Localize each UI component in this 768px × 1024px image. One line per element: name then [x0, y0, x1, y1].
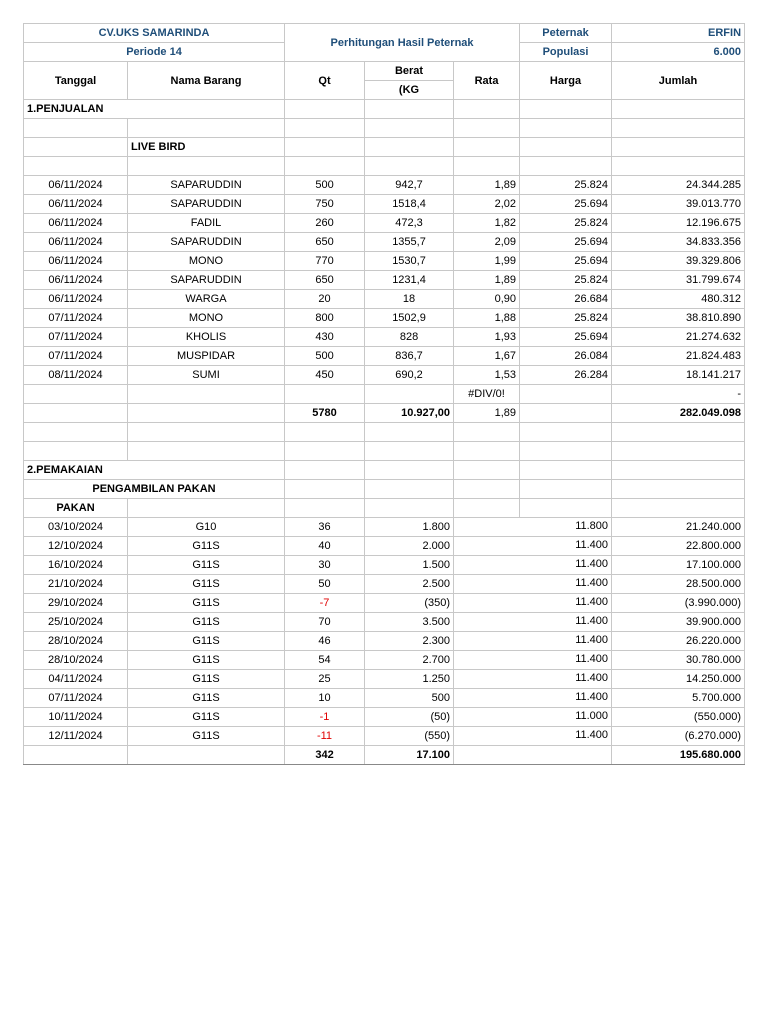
- empty-cell: [612, 423, 745, 442]
- sale-weight: 472,3: [365, 214, 454, 233]
- sale-date: 06/11/2024: [24, 233, 128, 252]
- table-row: [24, 518, 745, 537]
- sale-amount: 34.833.356: [612, 233, 745, 252]
- sale-date: 06/11/2024: [24, 290, 128, 309]
- col-qt: Qt: [285, 62, 365, 100]
- sale-price: 25.694: [520, 252, 612, 271]
- feed-qty: 54: [285, 651, 365, 670]
- report-title: Perhitungan Hasil Peternak: [285, 24, 520, 62]
- sale-amount: 480.312: [612, 290, 745, 309]
- feed-amount: 17.100.000: [612, 556, 745, 575]
- sale-buyer: SAPARUDDIN: [128, 176, 285, 195]
- feed-type: G11S: [128, 632, 285, 651]
- table-row: [24, 404, 745, 423]
- empty-cell: [454, 746, 612, 765]
- sale-qty: 500: [285, 347, 365, 366]
- sale-average: 1,53: [454, 366, 520, 385]
- empty-cell: [128, 423, 285, 442]
- sale-qty: 260: [285, 214, 365, 233]
- empty-cell: [454, 461, 520, 480]
- sale-price: 25.824: [520, 214, 612, 233]
- sale-date: 06/11/2024: [24, 271, 128, 290]
- feed-price: 11.400: [454, 594, 612, 613]
- sale-total-weight: 10.927,00: [365, 404, 454, 423]
- feed-price: 11.400: [454, 670, 612, 689]
- col-nama-barang: Nama Barang: [128, 62, 285, 100]
- feed-price: 11.400: [454, 727, 612, 746]
- sale-buyer: SAPARUDDIN: [128, 271, 285, 290]
- empty-cell: [24, 442, 128, 461]
- feed-weight: 500: [365, 689, 454, 708]
- empty-cell: [454, 157, 520, 176]
- table-row: [24, 651, 745, 670]
- sale-average: 1,99: [454, 252, 520, 271]
- table-row: [24, 575, 745, 594]
- section-penjualan: 1.PENJUALAN: [24, 100, 285, 119]
- feed-type: G11S: [128, 689, 285, 708]
- table-row: [24, 347, 745, 366]
- sale-qty: 430: [285, 328, 365, 347]
- empty-cell: [24, 423, 128, 442]
- feed-qty: 50: [285, 575, 365, 594]
- sale-amount: 21.274.632: [612, 328, 745, 347]
- empty-cell: [520, 385, 612, 404]
- sale-average: 2,02: [454, 195, 520, 214]
- sale-total-qty: 5780: [285, 404, 365, 423]
- header-row-1: [24, 24, 745, 43]
- empty-cell: [612, 480, 745, 499]
- blank-row: [24, 119, 745, 138]
- empty-cell: [285, 119, 365, 138]
- feed-date: 12/11/2024: [24, 727, 128, 746]
- empty-cell: [285, 442, 365, 461]
- table-row: [24, 689, 745, 708]
- feed-date: 25/10/2024: [24, 613, 128, 632]
- feed-qty: 40: [285, 537, 365, 556]
- sale-qty: 770: [285, 252, 365, 271]
- sale-weight: 836,7: [365, 347, 454, 366]
- sale-price: 25.824: [520, 271, 612, 290]
- empty-cell: [365, 423, 454, 442]
- feed-amount: 5.700.000: [612, 689, 745, 708]
- sale-qty: 20: [285, 290, 365, 309]
- empty-cell: [128, 385, 285, 404]
- empty-cell: [520, 442, 612, 461]
- empty-cell: [454, 480, 520, 499]
- empty-cell: [285, 480, 365, 499]
- sale-weight: 690,2: [365, 366, 454, 385]
- feed-type: G11S: [128, 651, 285, 670]
- empty-cell: [612, 461, 745, 480]
- feed-weight: 3.500: [365, 613, 454, 632]
- col-berat-top: Berat: [365, 62, 454, 81]
- sale-average: 1,67: [454, 347, 520, 366]
- sale-amount: 31.799.674: [612, 271, 745, 290]
- empty-cell: [454, 119, 520, 138]
- feed-amount: 26.220.000: [612, 632, 745, 651]
- feed-date: 28/10/2024: [24, 651, 128, 670]
- empty-cell: [612, 499, 745, 518]
- empty-cell: [520, 157, 612, 176]
- blank-row: [24, 442, 745, 461]
- sale-qty: 500: [285, 176, 365, 195]
- sale-price: 25.824: [520, 176, 612, 195]
- feed-weight: 2.000: [365, 537, 454, 556]
- feed-price: 11.400: [454, 651, 612, 670]
- sale-average: 1,89: [454, 176, 520, 195]
- sub-pengambilan-pakan: PENGAMBILAN PAKAN: [24, 480, 285, 499]
- table-row: [24, 385, 745, 404]
- feed-amount: 39.900.000: [612, 613, 745, 632]
- spreadsheet-table: [23, 23, 745, 765]
- sub-livebird-row: [24, 138, 745, 157]
- col-harga: Harga: [520, 62, 612, 100]
- empty-cell: [612, 157, 745, 176]
- section-pemakaian-row: [24, 461, 745, 480]
- sale-average: 1,89: [454, 271, 520, 290]
- sale-date: 06/11/2024: [24, 252, 128, 271]
- table-row: [24, 670, 745, 689]
- sale-average: 0,90: [454, 290, 520, 309]
- feed-amount: 22.800.000: [612, 537, 745, 556]
- empty-cell: [454, 100, 520, 119]
- table-row: [24, 537, 745, 556]
- sale-date: 07/11/2024: [24, 328, 128, 347]
- blank-row: [24, 157, 745, 176]
- feed-price: 11.400: [454, 632, 612, 651]
- sale-weight: 1355,7: [365, 233, 454, 252]
- empty-cell: [285, 157, 365, 176]
- feed-amount: 30.780.000: [612, 651, 745, 670]
- feed-qty: 30: [285, 556, 365, 575]
- sale-qty: 450: [285, 366, 365, 385]
- empty-cell: [520, 499, 612, 518]
- sale-buyer: WARGA: [128, 290, 285, 309]
- feed-weight: 1.250: [365, 670, 454, 689]
- table-row: [24, 176, 745, 195]
- feed-type: G11S: [128, 727, 285, 746]
- table-row: [24, 632, 745, 651]
- sale-price: 26.284: [520, 366, 612, 385]
- empty-cell: [128, 499, 285, 518]
- empty-cell: [365, 499, 454, 518]
- sale-date: 07/11/2024: [24, 347, 128, 366]
- feed-qty: 70: [285, 613, 365, 632]
- column-header-row-1: [24, 62, 745, 81]
- sale-price: 25.694: [520, 328, 612, 347]
- feed-qty: 10: [285, 689, 365, 708]
- feed-type: G11S: [128, 575, 285, 594]
- sale-price: 26.084: [520, 347, 612, 366]
- sale-amount: 38.810.890: [612, 309, 745, 328]
- sale-weight: 1231,4: [365, 271, 454, 290]
- sub-pakan-row: [24, 499, 745, 518]
- sale-qty: 800: [285, 309, 365, 328]
- empty-cell: [454, 423, 520, 442]
- empty-cell: [128, 442, 285, 461]
- feed-price: 11.400: [454, 689, 612, 708]
- col-tanggal: Tanggal: [24, 62, 128, 100]
- sale-price: 25.824: [520, 309, 612, 328]
- empty-cell: [365, 119, 454, 138]
- empty-cell: [128, 119, 285, 138]
- sale-date: 07/11/2024: [24, 309, 128, 328]
- empty-cell: [285, 138, 365, 157]
- feed-date: 07/11/2024: [24, 689, 128, 708]
- feed-price: 11.400: [454, 575, 612, 594]
- populasi-label: Populasi: [520, 43, 612, 62]
- feed-weight: (350): [365, 594, 454, 613]
- feed-total-amount: 195.680.000: [612, 746, 745, 765]
- feed-price: 11.800: [454, 518, 612, 537]
- feed-date: 29/10/2024: [24, 594, 128, 613]
- empty-cell: [454, 138, 520, 157]
- sale-weight: 1502,9: [365, 309, 454, 328]
- empty-cell: [365, 461, 454, 480]
- feed-type: G10: [128, 518, 285, 537]
- sale-weight: 1530,7: [365, 252, 454, 271]
- feed-type: G11S: [128, 613, 285, 632]
- empty-cell: [285, 423, 365, 442]
- empty-cell: [365, 157, 454, 176]
- empty-cell: [365, 480, 454, 499]
- empty-cell: [520, 138, 612, 157]
- feed-qty: -1: [285, 708, 365, 727]
- sale-amount: 18.141.217: [612, 366, 745, 385]
- empty-cell: [128, 746, 285, 765]
- empty-cell: [285, 461, 365, 480]
- sale-average: 1,93: [454, 328, 520, 347]
- feed-qty: 46: [285, 632, 365, 651]
- feed-type: G11S: [128, 594, 285, 613]
- sale-buyer: MONO: [128, 309, 285, 328]
- sub-pengambilan-row: [24, 480, 745, 499]
- sub-pakan: PAKAN: [24, 499, 128, 518]
- feed-weight: 1.800: [365, 518, 454, 537]
- empty-cell: [24, 138, 128, 157]
- sale-average: 1,88: [454, 309, 520, 328]
- table-row: [24, 309, 745, 328]
- feed-qty: -7: [285, 594, 365, 613]
- sale-qty: 650: [285, 271, 365, 290]
- sale-price: 25.694: [520, 233, 612, 252]
- feed-amount: 14.250.000: [612, 670, 745, 689]
- feed-weight: (50): [365, 708, 454, 727]
- feed-total-qty: 342: [285, 746, 365, 765]
- empty-cell: [612, 442, 745, 461]
- empty-cell: [520, 119, 612, 138]
- feed-amount: 28.500.000: [612, 575, 745, 594]
- sale-buyer: KHOLIS: [128, 328, 285, 347]
- table-row: [24, 233, 745, 252]
- empty-cell: [365, 138, 454, 157]
- sale-weight: 828: [365, 328, 454, 347]
- empty-cell: [128, 404, 285, 423]
- empty-cell: [24, 404, 128, 423]
- sale-buyer: SAPARUDDIN: [128, 233, 285, 252]
- feed-weight: 2.500: [365, 575, 454, 594]
- sale-date: 06/11/2024: [24, 214, 128, 233]
- sale-price: 25.694: [520, 195, 612, 214]
- sale-average: 2,09: [454, 233, 520, 252]
- peternak-label: Peternak: [520, 24, 612, 43]
- empty-cell: [612, 138, 745, 157]
- blank-row: [24, 423, 745, 442]
- feed-date: 16/10/2024: [24, 556, 128, 575]
- sale-qty: 650: [285, 233, 365, 252]
- section-pemakaian: 2.PEMAKAIAN: [24, 461, 285, 480]
- table-row: [24, 252, 745, 271]
- table-row: [24, 708, 745, 727]
- col-jumlah: Jumlah: [612, 62, 745, 100]
- empty-cell: [520, 100, 612, 119]
- feed-qty: 36: [285, 518, 365, 537]
- sale-buyer: FADIL: [128, 214, 285, 233]
- sale-total-average: 1,89: [454, 404, 520, 423]
- empty-cell: [128, 157, 285, 176]
- empty-cell: [520, 423, 612, 442]
- feed-amount: 21.240.000: [612, 518, 745, 537]
- table-row: [24, 746, 745, 765]
- feed-price: 11.000: [454, 708, 612, 727]
- sale-average: 1,82: [454, 214, 520, 233]
- feed-type: G11S: [128, 670, 285, 689]
- sale-date: 06/11/2024: [24, 176, 128, 195]
- table-row: [24, 594, 745, 613]
- empty-cell: [520, 461, 612, 480]
- feed-total-weight: 17.100: [365, 746, 454, 765]
- periode: Periode 14: [24, 43, 285, 62]
- table-row: [24, 366, 745, 385]
- sale-amount: 12.196.675: [612, 214, 745, 233]
- feed-date: 12/10/2024: [24, 537, 128, 556]
- feed-weight: (550): [365, 727, 454, 746]
- empty-cell: [454, 442, 520, 461]
- empty-cell: [24, 157, 128, 176]
- feed-amount: (6.270.000): [612, 727, 745, 746]
- empty-cell: [612, 100, 745, 119]
- sale-weight: 942,7: [365, 176, 454, 195]
- feed-qty: -11: [285, 727, 365, 746]
- table-row: [24, 727, 745, 746]
- feed-amount: (3.990.000): [612, 594, 745, 613]
- sale-amount: 39.013.770: [612, 195, 745, 214]
- feed-price: 11.400: [454, 613, 612, 632]
- empty-cell: [285, 100, 365, 119]
- col-berat-bottom: (KG: [365, 81, 454, 100]
- feed-type: G11S: [128, 708, 285, 727]
- sale-buyer: MONO: [128, 252, 285, 271]
- table-row: [24, 613, 745, 632]
- sale-qty: 750: [285, 195, 365, 214]
- sale-total-amount: 282.049.098: [612, 404, 745, 423]
- feed-qty: 25: [285, 670, 365, 689]
- empty-cell: [365, 442, 454, 461]
- feed-date: 03/10/2024: [24, 518, 128, 537]
- empty-cell: [365, 385, 454, 404]
- empty-cell: [612, 119, 745, 138]
- company-name: CV.UKS SAMARINDA: [24, 24, 285, 43]
- sale-amount: 21.824.483: [612, 347, 745, 366]
- sale-buyer: MUSPIDAR: [128, 347, 285, 366]
- empty-cell: [24, 746, 128, 765]
- sale-amount: 24.344.285: [612, 176, 745, 195]
- sale-average-error: #DIV/0!: [454, 385, 520, 404]
- sale-weight: 18: [365, 290, 454, 309]
- table-row: [24, 290, 745, 309]
- sale-amount-dash: -: [612, 385, 745, 404]
- feed-amount: (550.000): [612, 708, 745, 727]
- feed-price: 11.400: [454, 537, 612, 556]
- sale-date: 06/11/2024: [24, 195, 128, 214]
- feed-price: 11.400: [454, 556, 612, 575]
- feed-date: 21/10/2024: [24, 575, 128, 594]
- feed-weight: 2.300: [365, 632, 454, 651]
- sub-live-bird: LIVE BIRD: [128, 138, 285, 157]
- feed-date: 28/10/2024: [24, 632, 128, 651]
- feed-weight: 2.700: [365, 651, 454, 670]
- section-penjualan-row: [24, 100, 745, 119]
- col-rata: Rata: [454, 62, 520, 100]
- feed-date: 10/11/2024: [24, 708, 128, 727]
- empty-cell: [285, 499, 365, 518]
- empty-cell: [520, 404, 612, 423]
- sale-amount: 39.329.806: [612, 252, 745, 271]
- feed-weight: 1.500: [365, 556, 454, 575]
- empty-cell: [24, 385, 128, 404]
- feed-type: G11S: [128, 537, 285, 556]
- table-row: [24, 328, 745, 347]
- table-row: [24, 195, 745, 214]
- peternak-value: ERFIN: [612, 24, 745, 43]
- empty-cell: [365, 100, 454, 119]
- empty-cell: [24, 119, 128, 138]
- sale-price: 26.684: [520, 290, 612, 309]
- sale-date: 08/11/2024: [24, 366, 128, 385]
- table-row: [24, 271, 745, 290]
- table-row: [24, 214, 745, 233]
- empty-cell: [285, 385, 365, 404]
- sale-buyer: SAPARUDDIN: [128, 195, 285, 214]
- table-row: [24, 556, 745, 575]
- sale-buyer: SUMI: [128, 366, 285, 385]
- populasi-value: 6.000: [612, 43, 745, 62]
- empty-cell: [520, 480, 612, 499]
- empty-cell: [454, 499, 520, 518]
- sale-weight: 1518,4: [365, 195, 454, 214]
- feed-date: 04/11/2024: [24, 670, 128, 689]
- feed-type: G11S: [128, 556, 285, 575]
